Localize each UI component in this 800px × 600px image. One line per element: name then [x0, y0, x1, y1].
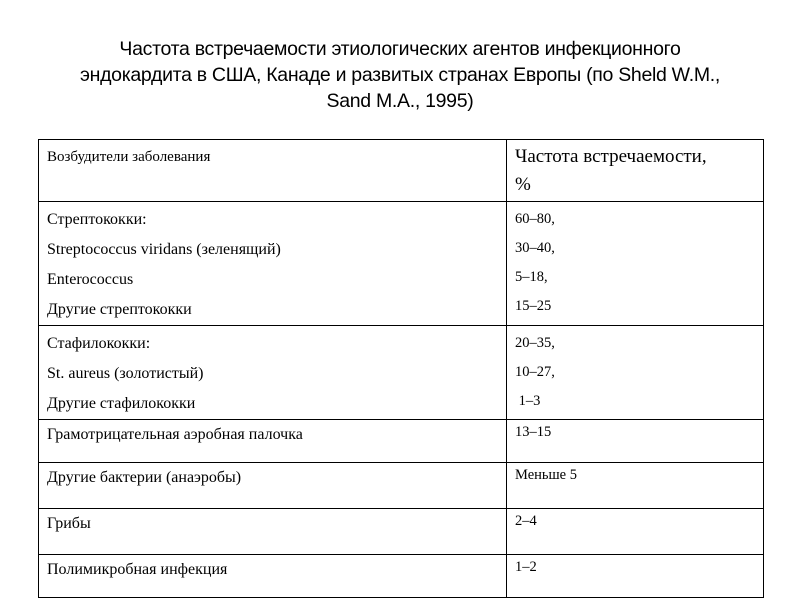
- table-row-fungi: [39, 509, 764, 555]
- header-cell-frequency: [507, 140, 764, 202]
- pathogen-label: Полимикробная инфекция: [47, 561, 228, 578]
- title-line-3: Sand M.A., 1995): [326, 90, 474, 112]
- frequency-value: 1–3: [515, 393, 541, 409]
- pathogen-cell: [39, 202, 507, 326]
- pathogen-label: Грибы: [47, 515, 91, 532]
- page-title: [40, 36, 760, 114]
- frequency-value: Меньше 5: [515, 467, 577, 483]
- pathogen-label: Другие стрептококки: [47, 301, 192, 318]
- pathogen-label: Другие стафилококки: [47, 395, 196, 412]
- frequency-value: 1–2: [515, 559, 537, 575]
- pathogen-cell: [39, 326, 507, 420]
- frequency-table: [38, 139, 764, 598]
- pathogen-label: Другие бактерии (анаэробы): [47, 469, 242, 486]
- frequency-value: 5–18,: [515, 269, 548, 285]
- frequency-cell: [507, 509, 764, 555]
- pathogen-cell: [39, 509, 507, 555]
- frequency-value: 13–15: [515, 424, 552, 440]
- header-frequency: [515, 140, 757, 199]
- header-pathogen: Возбудители заболевания: [47, 149, 211, 165]
- frequency-cell: [507, 202, 764, 326]
- header-frequency-line-2: %: [515, 174, 531, 195]
- pathogen-label: Enterococcus: [47, 271, 134, 288]
- header-cell-pathogen: [39, 140, 507, 202]
- frequency-value: 15–25: [515, 298, 552, 314]
- pathogen-label: Стрептококки:: [47, 211, 147, 228]
- header-frequency-line-1: Частота встречаемости,: [515, 146, 707, 167]
- title-line-1: Частота встречаемости этиологических агентов инфекционного: [119, 38, 681, 60]
- pathogen-label: St. aureus (золотистый): [47, 365, 204, 382]
- table-row-gram-negative: [39, 420, 764, 463]
- pathogen-cell: [39, 555, 507, 598]
- frequency-value: 60–80,: [515, 211, 555, 227]
- frequency-cell: [507, 555, 764, 598]
- frequency-value: 2–4: [515, 513, 537, 529]
- table-row-streptococci: [39, 202, 764, 326]
- pathogen-label: Стафилококки:: [47, 335, 151, 352]
- pathogen-label: Грамотрицательная аэробная палочка: [47, 426, 303, 443]
- pathogen-cell: [39, 420, 507, 463]
- frequency-value: 30–40,: [515, 240, 555, 256]
- frequency-value: 20–35,: [515, 335, 555, 351]
- table-header-row: [39, 140, 764, 202]
- table-row-other-bacteria: [39, 463, 764, 509]
- frequency-value: 10–27,: [515, 364, 555, 380]
- title-line-2: эндокардита в США, Канаде и развитых странах Европы (по Sheld W.M.,: [79, 64, 721, 86]
- table-row-staphylococci: [39, 326, 764, 420]
- pathogen-cell: [39, 463, 507, 509]
- table-row-polymicrobial: [39, 555, 764, 598]
- frequency-cell: [507, 326, 764, 420]
- pathogen-label: Streptococcus viridans (зеленящий): [47, 241, 281, 258]
- frequency-cell: [507, 463, 764, 509]
- frequency-cell: [507, 420, 764, 463]
